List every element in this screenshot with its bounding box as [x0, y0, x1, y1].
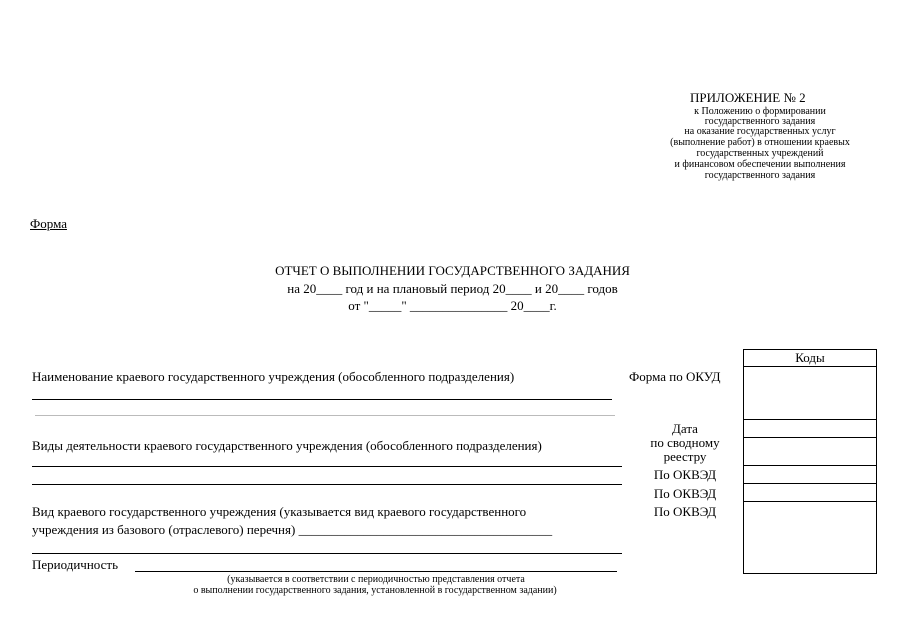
form-label: Форма [30, 216, 67, 231]
periodicity-note-2: о выполнении государственного задания, установленной в государственном задании) [193, 585, 557, 596]
okved-code-cell-2[interactable] [744, 484, 876, 500]
okved-code-cell-1[interactable] [744, 466, 876, 482]
report-period-line: на 20____ год и на плановый период 20____ и 20____ годов [287, 281, 618, 296]
appendix-line-7: государственного задания [704, 170, 816, 181]
appendix-line-3: на оказание государственных услуг [684, 126, 836, 137]
okved-label-3: По ОКВЭД [653, 504, 717, 519]
periodicity-note-1: (указывается в соответствии с периодичностью представления отчета [227, 574, 525, 585]
appendix-line-1: к Положению о формировании [694, 106, 826, 117]
date-label-2: по сводному [650, 435, 720, 450]
report-title: ОТЧЕТ О ВЫПОЛНЕНИИ ГОСУДАРСТВЕННОГО ЗАДАНИЯ [275, 263, 630, 278]
institution-name-line-1[interactable] [32, 399, 612, 400]
appendix-line-4: (выполнение работ) в отношении краевых [670, 137, 850, 148]
activity-types-line-2[interactable] [32, 484, 622, 485]
okved-code-cell-3[interactable] [744, 502, 876, 573]
periodicity-label: Периодичность [32, 557, 119, 572]
institution-type-label-2: учреждения из базового (отраслевого) перечня) _______________________________________ [32, 522, 553, 537]
institution-type-line[interactable] [32, 553, 622, 554]
okud-label: Форма по ОКУД [629, 369, 721, 384]
date-label-3: реестру [663, 449, 707, 464]
codes-okud-divider [743, 419, 877, 420]
appendix-line-6: и финансовом обеспечении выполнения [674, 159, 846, 170]
institution-type-label-1: Вид краевого государственного учреждения (указывается вид краевого государственного [32, 504, 527, 519]
codes-header: Коды [795, 350, 825, 365]
institution-name-line-2[interactable] [35, 415, 615, 416]
report-date-line: от "_____" _______________ 20____г. [348, 298, 557, 313]
okved-label-2: По ОКВЭД [653, 486, 717, 501]
okud-code-cell[interactable] [744, 367, 876, 418]
periodicity-line[interactable] [135, 571, 617, 572]
activity-types-label: Виды деятельности краевого государственного учреждения (обособленного подразделения) [32, 438, 542, 453]
okved-label-1: По ОКВЭД [653, 467, 717, 482]
date-label-1: Дата [672, 421, 698, 436]
appendix-line-2: государственного задания [704, 116, 816, 127]
appendix-line-5: государственных учреждений [696, 148, 824, 159]
institution-name-label: Наименование краевого государственного учреждения (обособленного подразделения) [32, 369, 515, 384]
appendix-title: ПРИЛОЖЕНИЕ № 2 [690, 90, 806, 105]
date-code-cell[interactable] [744, 438, 876, 464]
activity-types-line-1[interactable] [32, 466, 622, 467]
